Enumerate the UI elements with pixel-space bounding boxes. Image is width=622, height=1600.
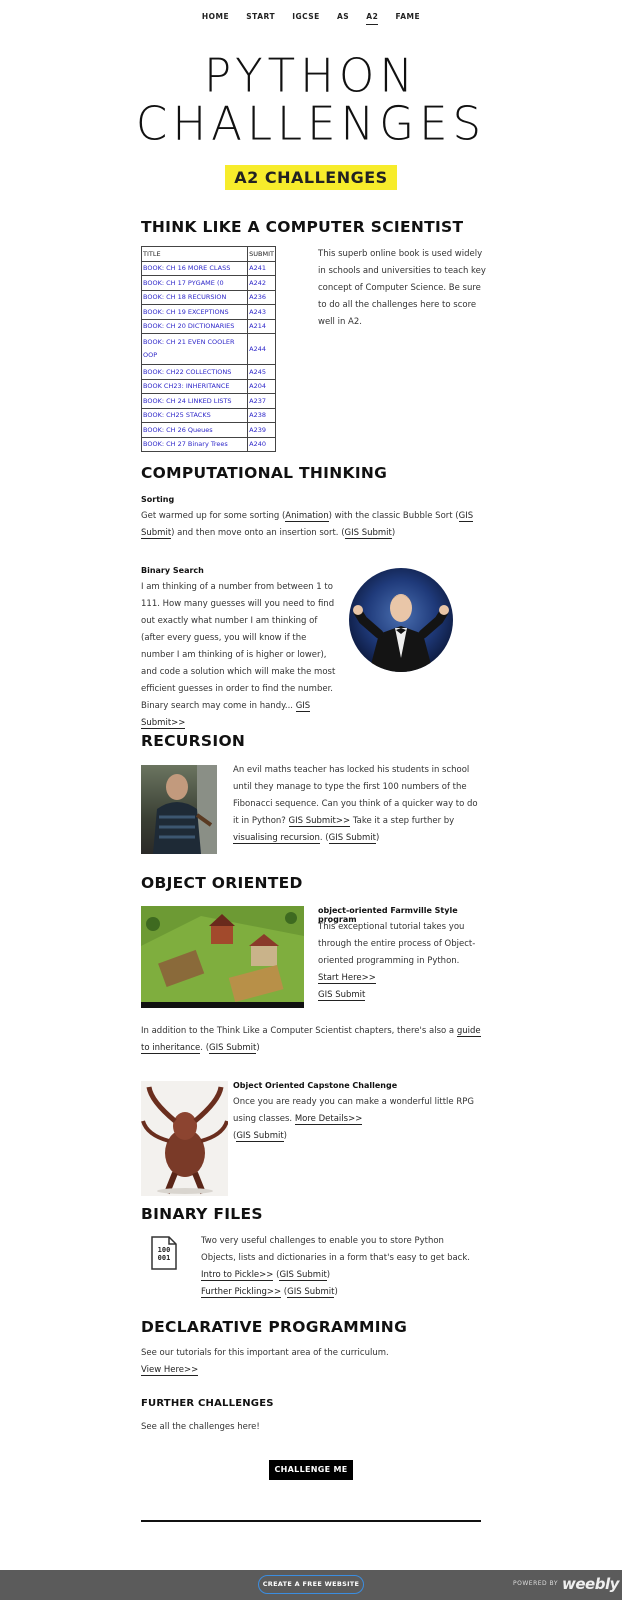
declarative-body: See our tutorials for this important area of the curriculum. — [141, 1348, 389, 1358]
table-row — [142, 319, 276, 334]
view-here-link[interactable]: View Here>> — [141, 1365, 199, 1375]
submit-link[interactable]: A244 — [248, 334, 276, 365]
intro-to-pickle-link[interactable]: Intro to Pickle>> — [201, 1270, 274, 1280]
table-row — [142, 437, 276, 452]
inheritance-text-part: ) — [256, 1043, 260, 1053]
heading-oop: OBJECT ORIENTED — [141, 874, 303, 892]
submit-link[interactable]: A239 — [248, 423, 276, 438]
inheritance-text-part: . ( — [200, 1043, 210, 1053]
binary-file-icon — [150, 1236, 178, 1270]
submit-link[interactable]: A243 — [248, 305, 276, 320]
monster-image — [141, 1081, 228, 1196]
submit-link[interactable]: A238 — [248, 408, 276, 423]
nav-start[interactable]: START — [246, 12, 276, 21]
capstone-body: Once you are ready you can make a wonderful little RPG using classes. — [233, 1097, 474, 1124]
gis-submit-link[interactable]: GIS Submit — [236, 1131, 284, 1141]
chapter-link[interactable]: BOOK: CH 26 Queues — [142, 423, 248, 438]
book-description: This superb online book is used widely in schools and universities to teach key concept of Computer Science. Be sure to do all the challenges here to score well in A2. — [318, 249, 486, 327]
teacher-illustration — [141, 765, 217, 854]
book-table — [141, 246, 276, 452]
farmville-title: object-oriented Farmville Style program — [318, 906, 458, 924]
heading-declarative: DECLARATIVE PROGRAMMING — [141, 1318, 408, 1336]
recursion-text-part: . ( — [319, 833, 329, 843]
table-row — [142, 261, 276, 276]
binary-search-text — [141, 579, 336, 732]
farmville-text — [318, 919, 488, 1004]
more-details-link[interactable]: More Details>> — [294, 1114, 363, 1124]
binary-digits-line: 100 — [157, 1246, 171, 1254]
chapter-link[interactable]: BOOK CH23: INHERITANCE — [142, 379, 248, 394]
inheritance-guide-link[interactable]: guide to inheritance — [141, 1026, 481, 1053]
heading-binary-files: BINARY FILES — [141, 1205, 263, 1223]
page-title — [0, 48, 622, 151]
nav-as[interactable]: AS — [336, 12, 350, 21]
table-row — [142, 379, 276, 394]
footer-divider — [141, 1520, 481, 1522]
chapter-link[interactable]: BOOK: CH25 STACKS — [142, 408, 248, 423]
binary-files-text: Two very useful challenges to enable you to store Python Objects, lists and dictionaries in a form that's easy to get back. Intro to Pickle>> (GIS Submit) Further Pickling>> (GIS Submit) — [201, 1236, 470, 1297]
magician-image — [349, 568, 453, 672]
table-row — [142, 365, 276, 380]
farmville-body: This exceptional tutorial takes you through the entire process of Object-oriented programming in Python. — [318, 922, 476, 966]
inheritance-text-part: In addition to the Think Like a Computer Scientist chapters, there's also a — [141, 1026, 457, 1036]
recursion-text-part: Take it a step further by — [350, 816, 455, 826]
monster-illustration — [141, 1081, 228, 1196]
heading-recursion: RECURSION — [141, 732, 246, 750]
challenge-me-button[interactable]: CHALLENGE ME — [269, 1460, 353, 1480]
binary-files-body: Two very useful challenges to enable you to store Python Objects, lists and dictionaries in a form that's easy to get back. — [201, 1236, 470, 1263]
heading-think: THINK LIKE A COMPUTER SCIENTIST — [141, 218, 464, 236]
nav-home[interactable]: HOME — [201, 12, 230, 21]
submit-link[interactable]: A242 — [248, 276, 276, 291]
gis-submit-link[interactable]: GIS Submit — [287, 1287, 335, 1297]
chapter-link[interactable]: BOOK: CH 21 EVEN COOLER OOP — [142, 334, 248, 365]
binary-digits — [150, 1246, 178, 1262]
binary-digits-line: 001 — [157, 1254, 171, 1262]
sorting-text-part: ) — [391, 528, 396, 538]
sorting-title: Sorting — [141, 495, 175, 504]
create-free-website-button[interactable]: CREATE A FREE WEBSITE — [258, 1575, 364, 1594]
submit-link[interactable]: A204 — [248, 379, 276, 394]
powered-by-label: POWERED BY — [513, 1580, 559, 1587]
gis-submit-link[interactable]: GIS Submit — [328, 833, 376, 843]
chapter-link[interactable]: BOOK: CH 18 RECURSION — [142, 290, 248, 305]
further-pickling-link[interactable]: Further Pickling>> — [201, 1287, 282, 1297]
chapter-link[interactable]: BOOK: CH 24 LINKED LISTS — [142, 394, 248, 409]
table-header-title: TITLE — [142, 247, 248, 262]
gis-submit-link[interactable]: GIS Submit — [344, 528, 392, 538]
heading-further: FURTHER CHALLENGES — [141, 1398, 274, 1409]
binary-search-body: I am thinking of a number from between 1 to 111. How many guesses will you need to find out exactly what number I am thinking of (after every guess, you will know if the number I am thinking of is higher or lower), and code a solution which will make the most efficient guesses in order to find the number. Binary search may come in handy... — [141, 582, 336, 711]
binary-search-title: Binary Search — [141, 566, 204, 575]
heading-computational: COMPUTATIONAL THINKING — [141, 464, 388, 482]
declarative-text — [141, 1345, 481, 1379]
table-row — [142, 290, 276, 305]
weebly-logo[interactable]: weebly — [562, 1575, 619, 1593]
chapter-link[interactable]: BOOK: CH 16 MORE CLASS — [142, 261, 248, 276]
table-row — [142, 408, 276, 423]
nav-igcse[interactable]: IGCSE — [292, 12, 320, 21]
chapter-link[interactable]: BOOK: CH 27 Binary Trees — [142, 437, 248, 452]
recursion-text-part: ) — [375, 833, 380, 843]
nav-a2[interactable]: A2 — [366, 12, 378, 25]
sorting-text-part: ) and then move onto an insertion sort. ( — [171, 528, 345, 538]
submit-link[interactable]: A214 — [248, 319, 276, 334]
table-row — [142, 334, 276, 365]
animation-link[interactable]: Animation — [285, 511, 329, 521]
teacher-image — [141, 765, 217, 854]
title-line-1: PYTHON — [203, 48, 419, 103]
farmville-image — [141, 906, 304, 1008]
table-row — [142, 394, 276, 409]
recursion-text-part: An evil maths teacher has locked his students in school until they manage to type the first 100 numbers of the Fibonacci sequence. Can you think of a quicker way to do it in Python? — [233, 765, 478, 826]
table-row — [142, 276, 276, 291]
submit-link[interactable]: A241 — [248, 261, 276, 276]
gis-submit-link[interactable]: GIS Submit>> — [288, 816, 351, 826]
inheritance-text — [141, 1023, 481, 1057]
chapter-link[interactable]: BOOK: CH22 COLLECTIONS — [142, 365, 248, 380]
chapter-link[interactable]: BOOK: CH 19 EXCEPTIONS — [142, 305, 248, 320]
gis-submit-link[interactable]: GIS Submit — [318, 990, 366, 1000]
gis-submit-link[interactable]: GIS Submit — [279, 1270, 327, 1280]
further-text: See all the challenges here! — [141, 1422, 260, 1432]
submit-link[interactable]: A236 — [248, 290, 276, 305]
table-row — [142, 423, 276, 438]
table-row — [142, 305, 276, 320]
submit-link[interactable]: A240 — [248, 437, 276, 452]
table-header-row — [142, 247, 276, 262]
chapter-link[interactable]: BOOK: CH 20 DICTIONARIES — [142, 319, 248, 334]
nav-fame[interactable]: FAME — [395, 12, 421, 21]
farmville-illustration — [141, 906, 304, 1008]
capstone-text: Once you are ready you can make a wonderful little RPG using classes. More Details>> (GIS Submit) — [233, 1097, 474, 1141]
top-nav — [0, 12, 622, 25]
gis-submit-link[interactable]: GIS Submit — [209, 1043, 257, 1053]
start-here-link[interactable]: Start Here>> — [318, 973, 376, 983]
sorting-text-part: ) with the classic Bubble Sort ( — [328, 511, 459, 521]
gis-submit-link[interactable]: GIS Submit — [141, 511, 474, 538]
capstone-title: Object Oriented Capstone Challenge — [233, 1081, 398, 1090]
sorting-text-part: Get warmed up for some sorting ( — [141, 511, 286, 521]
section-badge: A2 CHALLENGES — [225, 165, 397, 190]
title-line-2: CHALLENGES — [135, 96, 487, 151]
visualising-recursion-link[interactable]: visualising recursion — [233, 833, 320, 843]
gis-submit-link[interactable]: GIS Submit>> — [141, 701, 311, 728]
recursion-text — [233, 762, 481, 847]
magician-illustration — [349, 568, 453, 672]
chapter-link[interactable]: BOOK: CH 17 PYGAME (0 — [142, 276, 248, 291]
sorting-text — [141, 508, 481, 542]
submit-link[interactable]: A237 — [248, 394, 276, 409]
table-header-submit: SUBMIT — [248, 247, 276, 262]
submit-link[interactable]: A245 — [248, 365, 276, 380]
